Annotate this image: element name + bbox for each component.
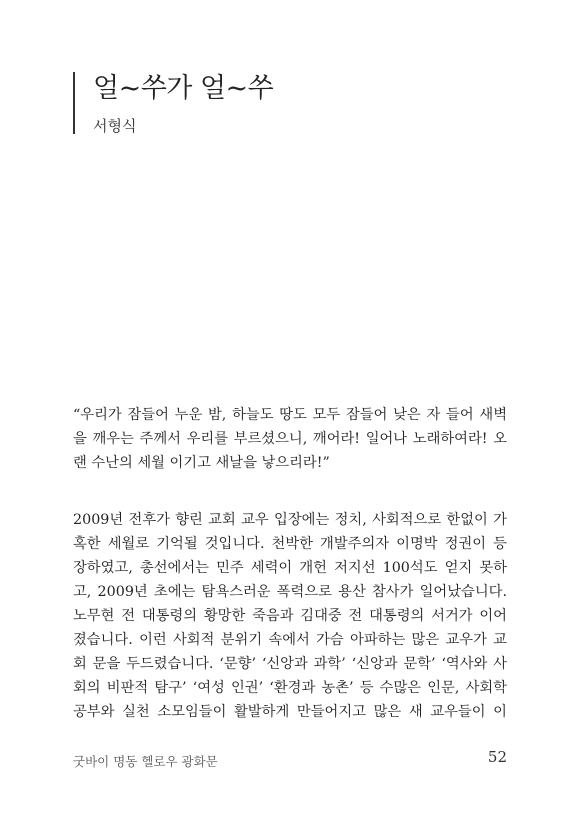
text-line: 졌습니다. 이런 사회적 분위기 속에서 가슴 아파하는 많은 교우가 교 [73, 632, 507, 648]
text-line: 랜 수난의 세월 이기고 새날을 낳으리라!” [73, 455, 330, 471]
text-line: “우리가 잠들어 누운 밤, 하늘도 땅도 모두 잠들어 낮은 자 들어 새벽 [73, 407, 507, 423]
running-footer-book-title: 굿바이 명동 헬로우 광화문 [73, 754, 218, 769]
text-line: 장하였고, 총선에서는 민주 세력이 개헌 저지선 100석도 얻지 못하 [73, 560, 507, 576]
text-line: 공부와 실천 소모임들이 활발하게 만들어지고 많은 새 교우들이 이 [73, 704, 507, 720]
text-line: 노무현 전 대통령의 황망한 죽음과 김대중 전 대통령의 서거가 이어 [73, 608, 507, 624]
text-line: 회의 비판적 탐구’ ‘여성 인권’ ‘환경과 농촌’ 등 수많은 인문, 사회학 [73, 680, 507, 696]
body-paragraph [73, 508, 507, 724]
text-line: 회 문을 두드렸습니다. ‘문향’ ‘신앙과 과학’ ‘신앙과 문학’ ‘역사와 사 [73, 656, 507, 672]
text-line: 을 깨우는 주께서 우리를 부르셨으니, 깨어라! 일어나 노래하여라! 오 [73, 431, 507, 447]
title-block [73, 72, 273, 134]
page-number: 52 [487, 748, 507, 766]
paragraph-gap [73, 475, 507, 508]
text-line: 혹한 세월로 기억될 것입니다. 천박한 개발주의자 이명박 정권이 등 [73, 536, 507, 552]
body-text [73, 403, 507, 724]
hymn-quote-paragraph [73, 403, 507, 475]
chapter-title: 얼~쑤가 얼~쑤 [93, 73, 274, 104]
author-name: 서형식 [93, 117, 137, 135]
text-line: 고, 2009년 초에는 탐욕스러운 폭력으로 용산 참사가 일어났습니다. [73, 584, 507, 600]
text-line: 2009년 전후가 향린 교회 교우 입장에는 정치, 사회적으로 한없이 가 [73, 512, 507, 528]
